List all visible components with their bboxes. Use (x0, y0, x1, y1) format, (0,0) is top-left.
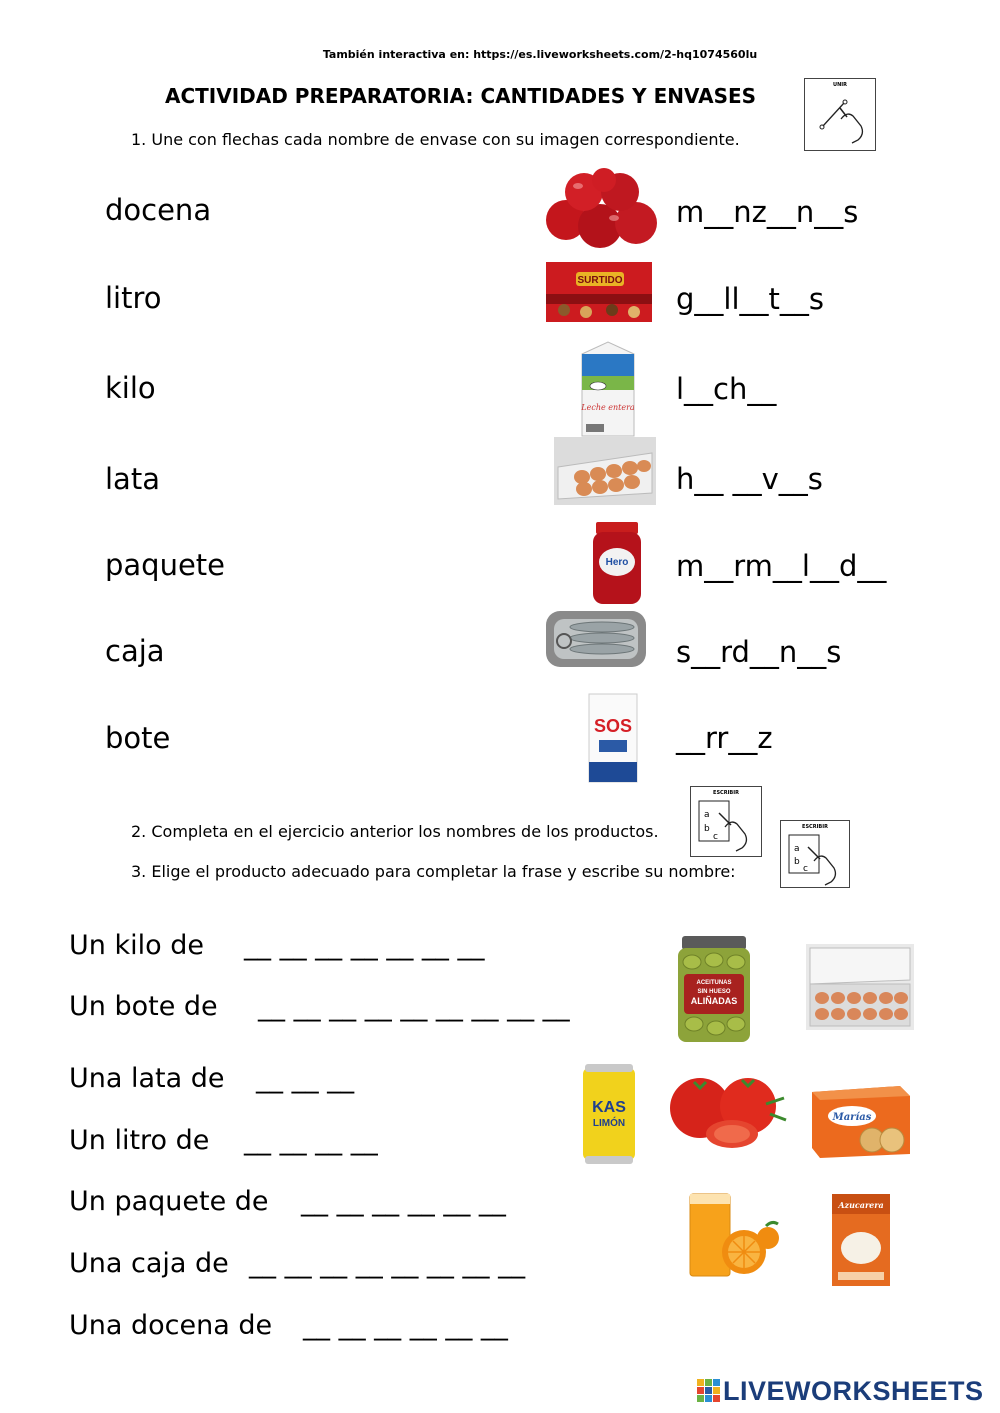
unir-label: UNIR (833, 82, 847, 88)
olives-label-3: ALIÑADAS (690, 996, 738, 1006)
escribir-label: ESCRIBIR (802, 824, 828, 830)
olives-label-2: SIN HUESO (697, 989, 731, 995)
exercise2-instruction: 2. Completa en el ejercicio anterior los nombres de los productos. (131, 822, 659, 841)
phrase-label: Una caja de (69, 1248, 229, 1279)
phrase-label: Una lata de (69, 1063, 225, 1094)
write-hand-icon (781, 821, 849, 887)
cookies-box-image[interactable] (546, 260, 654, 324)
escribir-pictogram (690, 786, 762, 857)
milk-carton-image[interactable] (576, 340, 642, 438)
orange-juice-image[interactable] (686, 1190, 780, 1282)
write-hand-icon (691, 787, 761, 856)
marias-cookies-box-image[interactable] (812, 1082, 910, 1158)
product-word-blank[interactable]: m__nz__n__s (676, 195, 859, 229)
liveworksheets-logo-icon (697, 1379, 721, 1407)
container-name: kilo (105, 371, 156, 405)
product-word-blank[interactable]: g__ll__t__s (676, 282, 825, 316)
phrase-blank[interactable]: __ __ __ __ __ __ __ __ __ (258, 991, 570, 1022)
page-title: ACTIVIDAD PREPARATORIA: CANTIDADES Y ENVASES (165, 84, 757, 108)
container-name: lata (105, 462, 160, 496)
product-word-blank[interactable]: m__rm__l__d__ (676, 549, 887, 583)
unir-pictogram (804, 78, 876, 151)
container-name: bote (105, 721, 171, 755)
apples-image[interactable] (544, 168, 660, 252)
jam-jar-image[interactable] (590, 522, 646, 606)
product-word-blank[interactable]: s__rd__n__s (676, 635, 842, 669)
rice-bag-text: SOS (593, 716, 633, 736)
kas-can-text-2: LIMÓN (592, 1118, 626, 1129)
kas-can-image[interactable] (581, 1064, 637, 1164)
container-name: litro (105, 281, 162, 315)
milk-carton-text: Leche entera (581, 403, 635, 412)
tomatoes-image[interactable] (666, 1074, 788, 1150)
phrase-blank[interactable]: __ __ __ __ (244, 1125, 378, 1156)
svg-text:a: a (794, 844, 800, 854)
svg-text:c: c (803, 864, 808, 874)
phrase-blank[interactable]: __ __ __ __ __ __ (303, 1310, 508, 1341)
sugar-bag-text: Azucarera (838, 1200, 884, 1210)
container-name: docena (105, 193, 212, 227)
phrase-blank[interactable]: __ __ __ __ __ __ (301, 1186, 506, 1217)
svg-text:b: b (704, 824, 710, 834)
svg-text:b: b (794, 857, 800, 867)
escribir-pictogram (780, 820, 850, 888)
phrase-blank[interactable]: __ __ __ (256, 1063, 355, 1094)
interactive-note: También interactiva en: https://es.liveworksheets.com/2-hq1074560lu (322, 48, 758, 61)
eggs-image[interactable] (554, 437, 656, 505)
connect-hand-icon (805, 79, 875, 150)
svg-text:a: a (704, 810, 710, 820)
liveworksheets-logo-text: LIVEWORKSHEETS (723, 1376, 984, 1406)
phrase-label: Un paquete de (69, 1186, 269, 1217)
product-word-blank[interactable]: h__ __v__s (676, 462, 823, 496)
sardines-can-image[interactable] (544, 607, 648, 669)
rice-bag-image[interactable] (587, 692, 639, 784)
exercise3-instruction: 3. Elige el producto adecuado para completar la frase y escribe su nombre: (131, 862, 736, 881)
eggs-carton-image[interactable] (806, 944, 914, 1030)
phrase-blank[interactable]: __ __ __ __ __ __ __ (244, 930, 485, 961)
olives-label-1: ACEITUNAS (696, 980, 732, 986)
container-name: paquete (105, 548, 226, 582)
jam-jar-text: Hero (605, 557, 629, 568)
container-name: caja (105, 634, 165, 668)
exercise1-instruction: 1. Une con flechas cada nombre de envase con su imagen correspondiente. (131, 130, 740, 149)
product-word-blank[interactable]: l__ch__ (676, 372, 777, 406)
liveworksheets-logo[interactable] (697, 1376, 997, 1410)
phrase-label: Un litro de (69, 1125, 210, 1156)
phrase-blank[interactable]: __ __ __ __ __ __ __ __ (249, 1248, 526, 1279)
phrase-label: Un bote de (69, 991, 218, 1022)
product-word-blank[interactable]: __rr__z (676, 721, 773, 755)
phrase-label: Una docena de (69, 1310, 273, 1341)
cookies-box-text: SURTIDO (577, 275, 623, 286)
sugar-bag-image[interactable] (830, 1192, 892, 1288)
phrase-label: Un kilo de (69, 930, 204, 961)
kas-can-text-1: KAS (592, 1099, 626, 1116)
svg-text:c: c (713, 832, 718, 842)
olives-jar-image[interactable] (676, 936, 752, 1044)
marias-box-text: Marías (832, 1112, 872, 1123)
escribir-label: ESCRIBIR (713, 790, 739, 796)
